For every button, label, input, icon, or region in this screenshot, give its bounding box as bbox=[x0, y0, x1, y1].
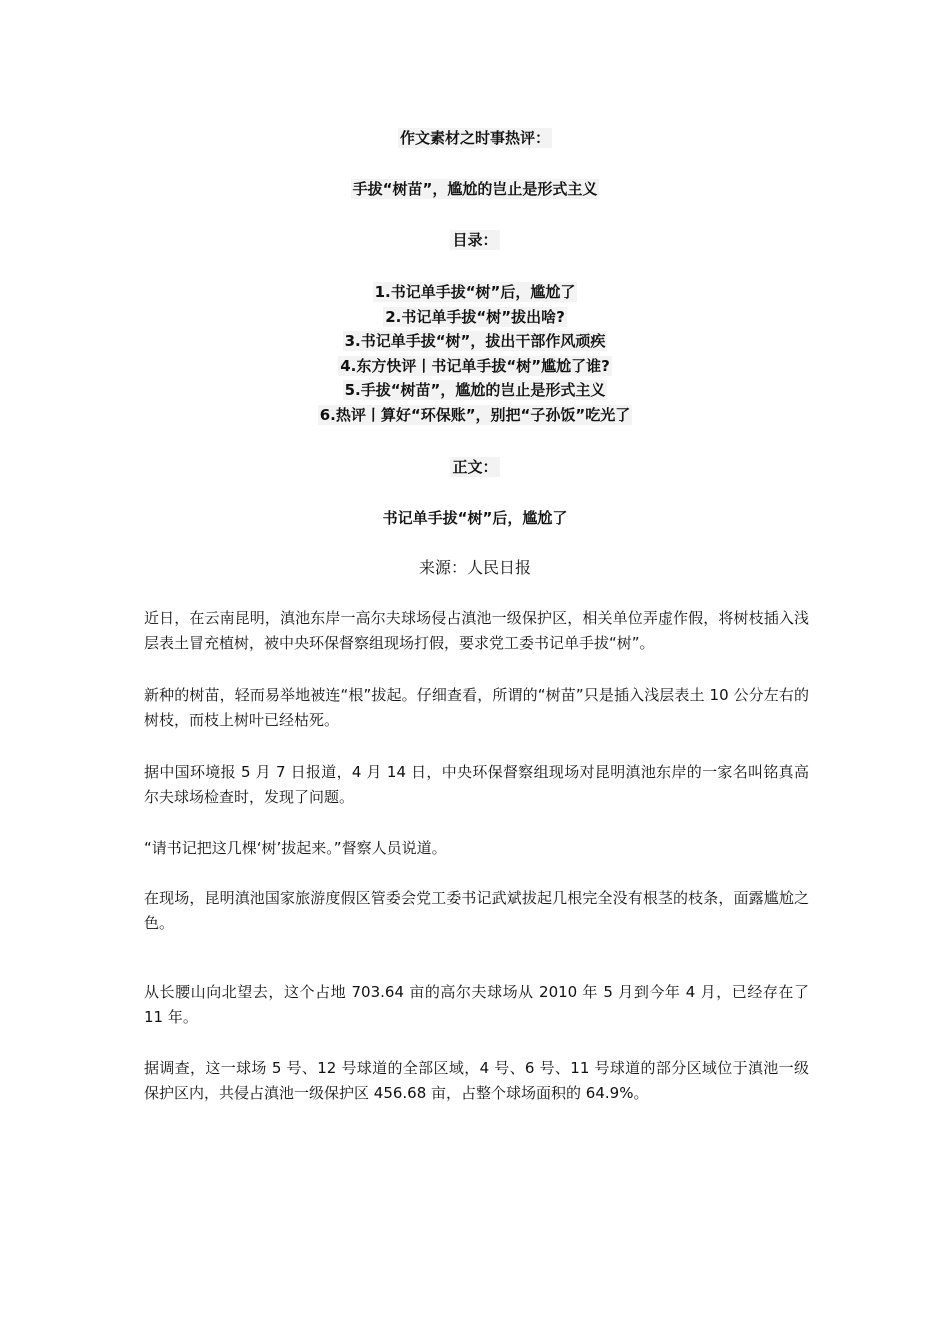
toc-item-text: 6.热评丨算好“环保账”，别把“子孙饭”吃光了 bbox=[319, 405, 631, 424]
article-paragraph: “请书记把这几棵‘树’拔起来。”督察人员说道。 bbox=[144, 839, 447, 857]
article-paragraph: 新种的树苗，轻而易举地被连“根”拔起。仔细查看，所谓的“树苗”只是插入浅层表土 10 公分左右的树枝，而枝上树叶已经枯死。 bbox=[144, 686, 809, 729]
document-subtitle: 手拔“树苗”，尴尬的岂止是形式主义 bbox=[352, 180, 598, 198]
body-heading: 正文： bbox=[452, 458, 498, 476]
toc-heading: 目录： bbox=[452, 231, 498, 249]
article-paragraph: 近日，在云南昆明，滇池东岸一高尔夫球场侵占滇池一级保护区，相关单位弄虚作假，将树枝插入浅层表土冒充植树，被中央环保督察组现场打假，要求党工委书记单手拔“树”。 bbox=[144, 609, 809, 652]
document-subtitle-line bbox=[0, 177, 950, 201]
toc-item bbox=[0, 354, 950, 379]
toc-item-text: 5.手拔“树苗”，尴尬的岂止是形式主义 bbox=[344, 381, 606, 400]
document-title: 作文素材之时事热评： bbox=[399, 129, 550, 147]
article-paragraph: 据中国环境报 5 月 7 日报道，4 月 14 日，中央环保督察组现场对昆明滇池东岸的一家名叫铭真高尔夫球场检查时，发现了问题。 bbox=[144, 763, 809, 806]
body-heading-line bbox=[0, 455, 950, 479]
article-source: 来源：人民日报 bbox=[418, 558, 531, 577]
toc-item bbox=[0, 329, 950, 354]
article-paragraph: 从长腰山向北望去，这个占地 703.64 亩的高尔夫球场从 2010 年 5 月到今年 4 月，已经存在了 11 年。 bbox=[144, 983, 809, 1026]
article-paragraph: 据调查，这一球场 5 号、12 号球道的全部区域，4 号、6 号、11 号球道的部分区域位于滇池一级保护区内，共侵占滇池一级保护区 456.68 亩，占整个球场面积的 64.9%。 bbox=[144, 1059, 809, 1102]
document-title-line bbox=[0, 126, 950, 150]
toc-item bbox=[0, 305, 950, 330]
article-paragraph: 在现场，昆明滇池国家旅游度假区管委会党工委书记武斌拔起几根完全没有根茎的枝条，面露尴尬之色。 bbox=[144, 889, 809, 932]
toc-item-text: 4.东方快评丨书记单手拔“树”尴尬了谁? bbox=[340, 356, 610, 375]
toc-item bbox=[0, 280, 950, 305]
article-title: 书记单手拔“树”后，尴尬了 bbox=[382, 509, 568, 527]
toc-item-text: 1.书记单手拔“树”后，尴尬了 bbox=[374, 283, 576, 301]
toc-item-text: 3.书记单手拔“树”，拔出干部作风顽疾 bbox=[344, 332, 606, 351]
article-title-line bbox=[0, 506, 950, 530]
toc-item bbox=[0, 378, 950, 403]
toc-item bbox=[0, 403, 950, 428]
toc-heading-line bbox=[0, 228, 950, 252]
table-of-contents bbox=[0, 280, 950, 428]
toc-item-text: 2.书记单手拔“树”拔出啥? bbox=[385, 307, 565, 326]
article-source-line bbox=[0, 556, 950, 580]
